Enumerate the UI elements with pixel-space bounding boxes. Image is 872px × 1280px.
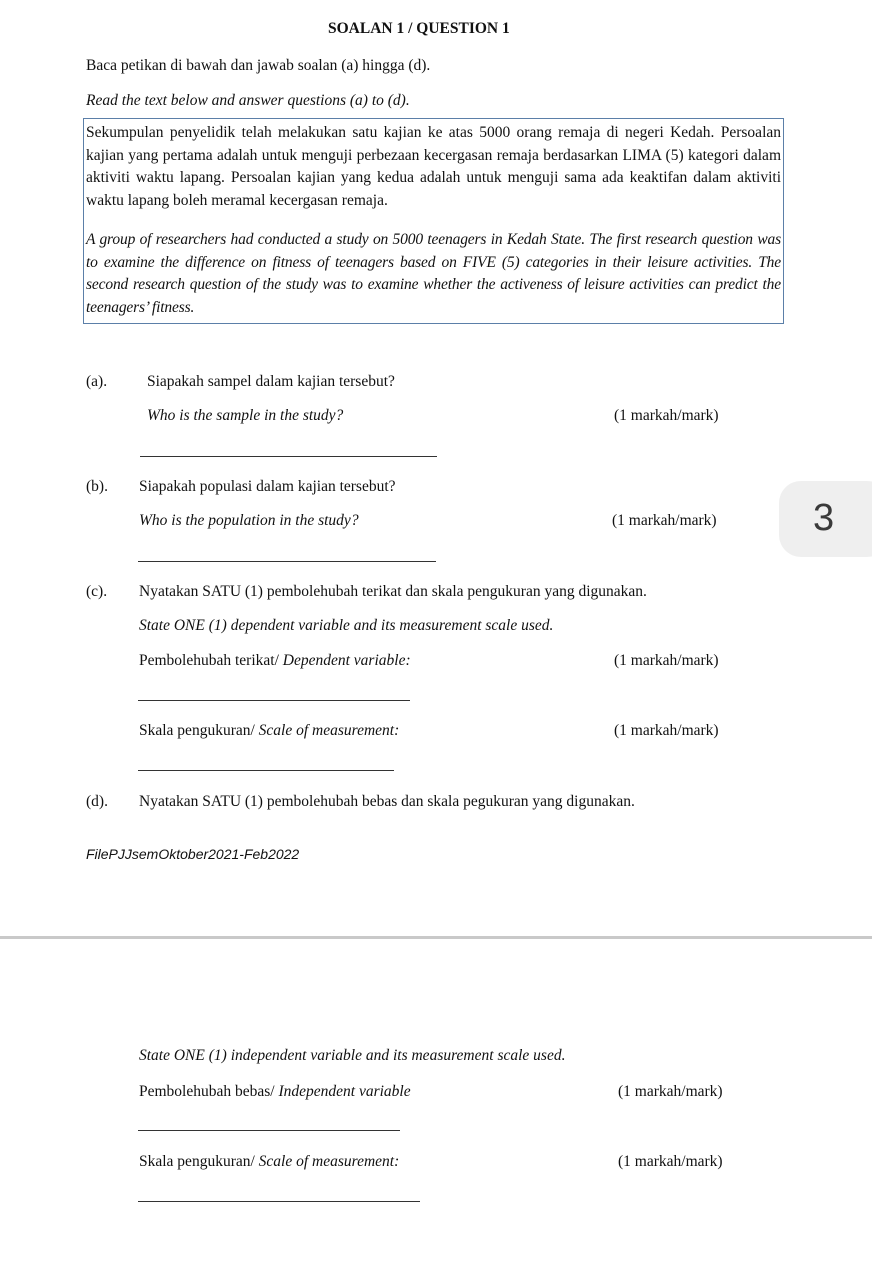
footer-watermark: FilePJJsemOktober2021-Feb2022 [86, 846, 300, 862]
question-c-label: (c). [86, 583, 108, 600]
answer-line-b[interactable] [138, 561, 436, 562]
answer-line-a[interactable] [140, 456, 437, 457]
page-divider [0, 936, 872, 939]
answer-line-c-variable[interactable] [138, 700, 410, 701]
question-b-english: Who is the population in the study? [139, 512, 359, 529]
question-c-malay: Nyatakan SATU (1) pembolehubah terikat dan skala pengukuran yang digunakan. [139, 583, 647, 600]
question-d-scale-english: Scale of measurement: [258, 1153, 400, 1170]
question-d-scale [139, 1152, 399, 1172]
question-d-scale-malay: Skala pengukuran/ [139, 1153, 259, 1170]
page-number: 3 [813, 497, 835, 539]
instruction-english: Read the text below and answer questions (a) to (d). [86, 92, 410, 109]
question-d-malay: Nyatakan SATU (1) pembolehubah bebas dan skala pegukuran yang digunakan. [139, 793, 635, 810]
answer-line-d-variable[interactable] [138, 1130, 400, 1131]
question-c-scale-malay: Skala pengukuran/ [139, 722, 259, 739]
question-d-variable-malay: Pembolehubah bebas/ [139, 1083, 279, 1100]
answer-line-d-scale[interactable] [138, 1201, 420, 1202]
question-d-variable [139, 1082, 411, 1102]
question-c-variable-english: Dependent variable: [282, 652, 411, 669]
question-a-label: (a). [86, 373, 108, 390]
question-d-scale-mark: (1 markah/mark) [618, 1153, 723, 1170]
question-c-scale [139, 721, 399, 741]
question-d-variable-mark: (1 markah/mark) [618, 1083, 723, 1100]
question-d-variable-english: Independent variable [278, 1083, 411, 1100]
question-b-mark: (1 markah/mark) [612, 512, 717, 529]
instruction-malay: Baca petikan di bawah dan jawab soalan (a) hingga (d). [86, 57, 431, 74]
answer-line-c-scale[interactable] [138, 770, 394, 771]
question-b-label: (b). [86, 478, 108, 495]
question-a-english: Who is the sample in the study? [147, 407, 344, 424]
question-d-label: (d). [86, 793, 108, 810]
question-c-variable-mark: (1 markah/mark) [614, 652, 719, 669]
question-a-mark: (1 markah/mark) [614, 407, 719, 424]
passage-english: A group of researchers had conducted a study on 5000 teenagers in Kedah State. The first research question was to examine the difference on fitness of teenagers based on FIVE (5) categories in their leisure activities. The second research question of the study was to examine whether the activeness of leisure activities can predict the teenagers’ fitness. [86, 231, 781, 316]
question-c-english: State ONE (1) dependent variable and its measurement scale used. [139, 617, 554, 634]
question-c-scale-mark: (1 markah/mark) [614, 722, 719, 739]
question-c-variable-malay: Pembolehubah terikat/ [139, 652, 283, 669]
question-a-malay: Siapakah sampel dalam kajian tersebut? [147, 373, 395, 390]
question-c-variable [139, 651, 411, 671]
passage-malay: Sekumpulan penyelidik telah melakukan satu kajian ke atas 5000 orang remaja di negeri Kedah. Persoalan kajian yang pertama adalah untuk menguji perbezaan kecergasan remaja berdasarkan LIMA (5) kategori dalam aktiviti waktu lapang. Persoalan kajian yang kedua adalah untuk menguji sama ada keaktifan dalam aktiviti waktu lapang boleh meramal kecergasan remaja. [86, 124, 781, 209]
question-c-scale-english: Scale of measurement: [258, 722, 400, 739]
question-title: SOALAN 1 / QUESTION 1 [328, 20, 510, 37]
question-d-english: State ONE (1) independent variable and its measurement scale used. [139, 1047, 566, 1064]
question-b-malay: Siapakah populasi dalam kajian tersebut? [139, 478, 396, 495]
